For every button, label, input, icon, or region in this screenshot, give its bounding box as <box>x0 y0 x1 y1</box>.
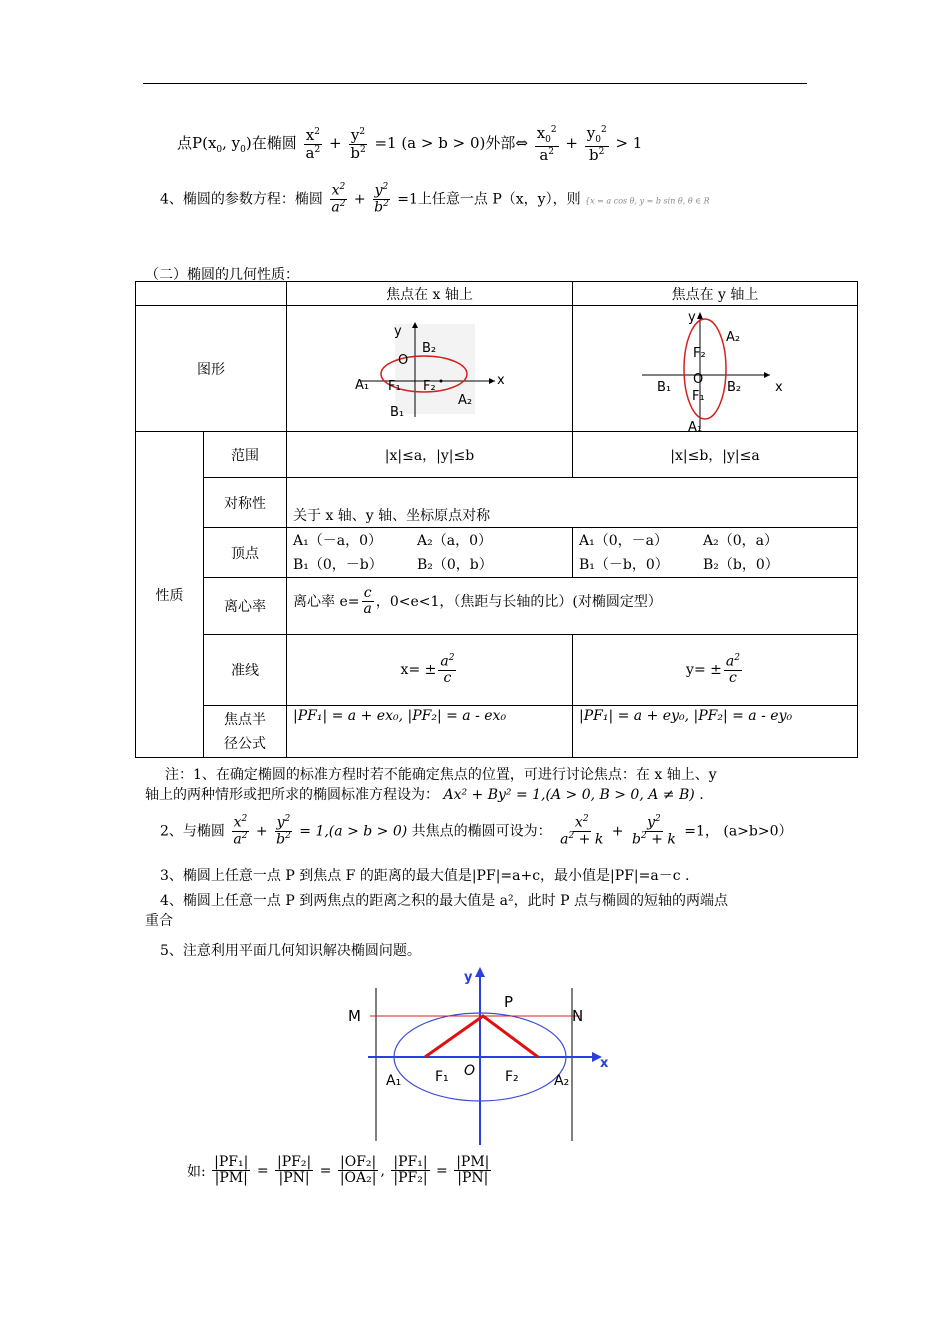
label-B1: B₁ <box>389 404 404 419</box>
label-F1: F₁ <box>435 1069 449 1085</box>
figure-x-cell <box>287 306 573 432</box>
label-F2: F₂ <box>422 378 436 394</box>
x-axis-arrow <box>489 378 495 384</box>
range-y: |x|≤b，|y|≤a <box>573 432 858 478</box>
note-2: 2、与椭圆 $\frac{x^2}{a^2}$ + $\frac{y^2}{b^2}$ = 1,(a > b > 0) 共焦点的椭圆可设为： $\frac{x^2}{a^2 + k}$ + $\frac{y^2}{b^2 + k}$ =1， (a>b>0） <box>160 814 793 848</box>
label-F1: F₁ <box>692 388 705 404</box>
ellipse-figure-x-axis <box>355 319 505 419</box>
label-A1: A₁ <box>386 1073 402 1089</box>
range-x: |x|≤a，|y|≤b <box>287 432 573 478</box>
row-label-symmetry: 对称性 <box>204 478 287 528</box>
row-label-eccentricity: 离心率 <box>204 578 287 635</box>
group-label-properties: 性质 <box>136 432 204 758</box>
label-O: O <box>464 1063 476 1079</box>
label-O: O <box>397 352 408 368</box>
label-B1: B₁ <box>657 379 672 395</box>
ellipse-directrix-figure <box>340 963 620 1148</box>
x-axis-arrow <box>764 372 770 378</box>
label-O: O <box>693 371 704 387</box>
label-x: x <box>775 379 783 395</box>
y-axis-arrow <box>697 312 703 319</box>
ellipse-properties-table <box>135 281 858 758</box>
vertex-y: A₁（0，－a） A₂（0，a） B₁（－b，0） B₂（b，0） <box>573 528 858 578</box>
label-N: N <box>572 1007 584 1025</box>
y-axis-arrow <box>475 967 485 977</box>
label-P: P <box>504 993 514 1011</box>
label-y: y <box>688 309 696 325</box>
figure-y-cell <box>573 306 858 432</box>
label-y: y <box>464 970 473 985</box>
note-3: 3、椭圆上任意一点 P 到焦点 F 的距离的最大值是|PF|=a+c，最小值是|PF|=a－c . <box>160 868 690 884</box>
symmetry-value: 关于 x 轴、y 轴、坐标原点对称 <box>287 478 858 528</box>
label-F2: F₂ <box>693 345 706 361</box>
label-x: x <box>600 1056 609 1071</box>
label-A2: A₂ <box>726 329 741 345</box>
segment-F1-P-F2 <box>425 1016 538 1057</box>
eccentricity-value: 离心率 e= $\frac{c}{a}$ ，0<e<1，（焦距与长轴的比）(对椭圆定型） <box>287 578 858 635</box>
focus-point <box>439 379 442 382</box>
label-x: x <box>496 372 505 388</box>
section-title: （二）椭圆的几何性质： <box>145 267 299 283</box>
row-label-focal-radius: 焦点半 径公式 <box>204 706 287 758</box>
ratio-formula: 如: $\frac{\text{|PF₁|}}{|PM|}$ = $\frac{\text{|PF₂|}}{|PN|}$ = $\frac{\text{|OF₂|}}{\text{|OA₂|}}$ , $\frac{\text{|PF₁|}}{\text{|PF₂|}}$ = $\frac{|PM|}{|PN|}$ <box>187 1154 490 1187</box>
focal-radius-y: |PF₁| = a + ey₀, |PF₂| = a - ey₀ <box>573 706 858 758</box>
label-A2: A₂ <box>554 1073 570 1089</box>
vertex-x: A₁（－a，0） A₂（a，0） B₁（0，－b） B₂（0，b） <box>287 528 573 578</box>
header-rule <box>143 83 807 84</box>
formula-exterior-point: 点$P(x_0$, $y_0$)在椭圆 $\frac{x^2}{a^2}$ + $\frac{y^2}{b^2}$ =1 (a > b > 0)外部⇔ $\frac{x_0^2}{a^2}$ + $\frac{y_0^2}{b^2}$ > 1 <box>177 124 643 164</box>
header-x-axis: 焦点在 x 轴上 <box>287 282 573 306</box>
ellipse-red <box>684 319 726 419</box>
ellipse-figure-y-axis <box>640 307 790 431</box>
label-A2: A₂ <box>457 392 472 408</box>
directrix-x: x= ± $\frac{a^2}{c}$ <box>287 635 573 706</box>
label-F1: F₁ <box>387 378 401 394</box>
row-label-range: 范围 <box>204 432 287 478</box>
label-B2: B₂ <box>727 379 742 395</box>
label-F2: F₂ <box>505 1069 519 1085</box>
label-A1: A₁ <box>354 377 369 393</box>
header-y-axis: 焦点在 y 轴上 <box>573 282 858 306</box>
formula-parametric: 4、椭圆的参数方程：椭圆 $\frac{x^2}{a^2}$ + $\frac{y^2}{b^2}$ =1上任意一点 P（x，y），则 {x = a cos θ, y = b sin θ, θ ∈ R <box>160 182 710 216</box>
note-1: 注：1、在确定椭圆的标准方程时若不能确定焦点的位置，可进行讨论焦点：在 x 轴上、y 轴上的两种情形或把所求的椭圆标准方程设为： Ax² + By² = 1,(A > 0, B > 0, A ≠ B) . <box>145 767 717 803</box>
label-A1: A₁ <box>688 419 703 431</box>
label-M: M <box>348 1007 361 1025</box>
label-B2: B₂ <box>421 340 436 356</box>
row-label-figure: 图形 <box>136 306 287 432</box>
label-y: y <box>393 323 402 339</box>
row-label-directrix: 准线 <box>204 635 287 706</box>
note-4: 4、椭圆上任意一点 P 到两焦点的距离之积的最大值是 a²，此时 P 点与椭圆的短轴的两端点 重合 <box>145 893 728 929</box>
note-5: 5、注意利用平面几何知识解决椭圆问题。 <box>160 943 421 959</box>
row-label-vertex: 顶点 <box>204 528 287 578</box>
focal-radius-x: |PF₁| = a + ex₀, |PF₂| = a - ex₀ <box>287 706 573 758</box>
directrix-y: y= ± $\frac{a^2}{c}$ <box>573 635 858 706</box>
